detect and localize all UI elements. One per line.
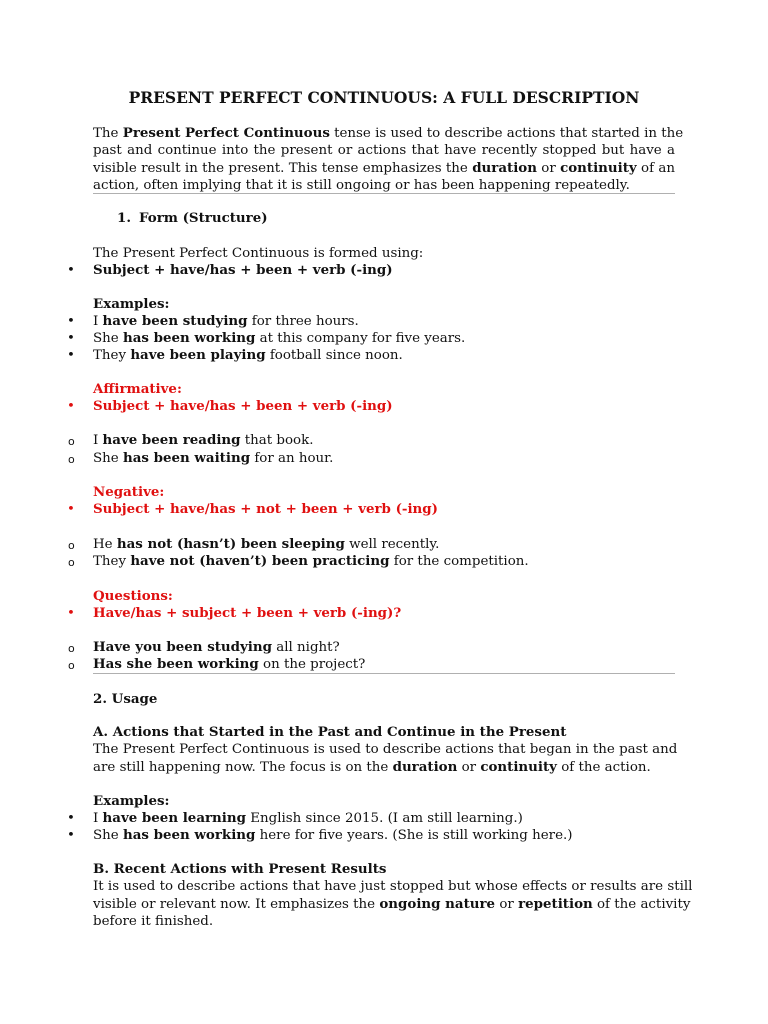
formed-using-text: The Present Perfect Continuous is formed using: (93, 246, 424, 261)
sub-bullet-icon: o (68, 642, 75, 655)
list-item: She has been waiting for an hour. (93, 450, 334, 466)
bullet-icon: • (67, 606, 75, 621)
bullet-icon: • (67, 263, 75, 278)
sub-bullet-icon: o (68, 435, 75, 448)
divider (93, 193, 675, 194)
intro-line-1: The Present Perfect Continuous tense is used to describe actions that started in the (93, 125, 684, 141)
questions-formula: Have/has + subject + been + verb (-ing)? (93, 605, 402, 621)
list-item: Has she been working on the project? (93, 656, 366, 672)
usage-b-heading: B. Recent Actions with Present Results (93, 861, 387, 877)
sub-bullet-icon: o (68, 659, 75, 672)
list-item: They have not (haven’t) been practicing for the competition. (93, 553, 529, 569)
bullet-icon: • (67, 828, 75, 843)
questions-label: Questions: (93, 588, 173, 604)
sub-bullet-icon: o (68, 556, 75, 569)
bullet-icon: • (67, 811, 75, 826)
section-1-number: 1. (117, 210, 131, 226)
examples-label: Examples: (93, 296, 170, 312)
bullet-icon: • (67, 502, 75, 517)
intro-line-3: visible result in the present. This tense emphasizes the duration or continuity of an (93, 160, 675, 176)
intro-line-4: action, often implying that it is still ongoing or has been happening repeatedly. (93, 178, 630, 193)
bullet-icon: • (67, 331, 75, 346)
affirmative-label: Affirmative: (93, 381, 182, 397)
list-item: I have been learning English since 2015. (I am still learning.) (93, 810, 523, 826)
intro-line-2: past and continue into the present or actions that have recently stopped but have a (93, 143, 675, 158)
list-item: I have been reading that book. (93, 432, 314, 448)
negative-label: Negative: (93, 484, 165, 500)
list-item: Have you been studying all night? (93, 639, 340, 655)
bullet-icon: • (67, 399, 75, 414)
bullet-icon: • (67, 314, 75, 329)
usage-a-line-1: The Present Perfect Continuous is used to describe actions that began in the past and (93, 742, 678, 757)
divider (93, 673, 675, 674)
usage-b-line-2: visible or relevant now. It emphasizes the ongoing nature or repetition of the activity (93, 896, 691, 912)
usage-a-examples-label: Examples: (93, 793, 170, 809)
page-title: PRESENT PERFECT CONTINUOUS: A FULL DESCRIPTION (128, 88, 640, 107)
sub-bullet-icon: o (68, 453, 75, 466)
list-item: I have been studying for three hours. (93, 313, 359, 329)
form-formula: Subject + have/has + been + verb (-ing) (93, 262, 393, 278)
bullet-icon: • (67, 348, 75, 363)
list-item: He has not (hasn’t) been sleeping well recently. (93, 536, 440, 552)
list-item: She has been working here for five years. (She is still working here.) (93, 827, 573, 843)
section-1-heading: Form (Structure) (139, 210, 268, 226)
usage-b-line-3: before it finished. (93, 914, 214, 929)
section-2-heading: 2. Usage (93, 691, 158, 707)
usage-b-line-1: It is used to describe actions that have just stopped but whose effects or results are still (93, 879, 693, 894)
affirmative-formula: Subject + have/has + been + verb (-ing) (93, 398, 393, 414)
list-item: She has been working at this company for five years. (93, 330, 466, 346)
negative-formula: Subject + have/has + not + been + verb (-ing) (93, 501, 438, 517)
sub-bullet-icon: o (68, 539, 75, 552)
usage-a-heading: A. Actions that Started in the Past and Continue in the Present (93, 724, 567, 740)
usage-a-line-2: are still happening now. The focus is on the duration or continuity of the action. (93, 759, 651, 775)
list-item: They have been playing football since noon. (93, 347, 403, 363)
